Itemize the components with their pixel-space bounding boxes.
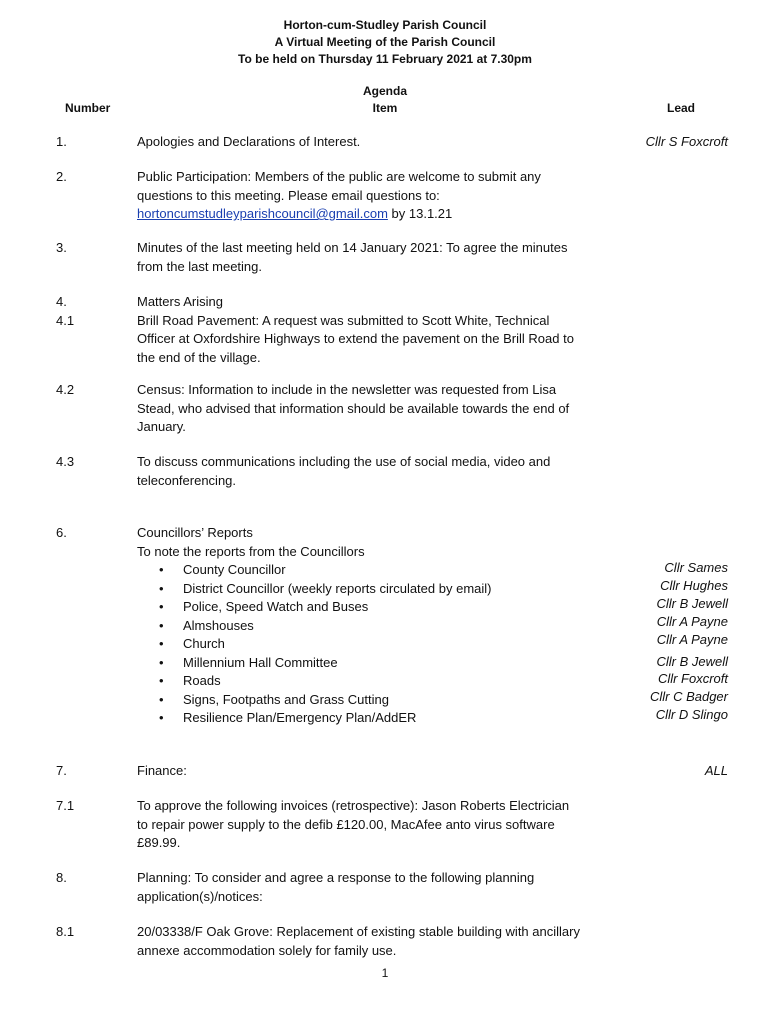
list-item: • Resilience Plan/Emergency Plan/AddER <box>159 710 417 725</box>
council-email-link[interactable]: hortoncumstudleyparishcouncil@gmail.com <box>137 206 388 221</box>
lead-name: Cllr A Payne <box>656 614 728 629</box>
list-item: • Signs, Footpaths and Grass Cutting <box>159 691 389 707</box>
item-text: To approve the following invoices (retrospective): Jason Roberts Electrician to repair power supply to the defib £120.00, MacAfee anto virus software £89.99. <box>137 798 570 850</box>
item-text: Planning: To consider and agree a response to the following planning application(s)/notices: <box>137 870 535 904</box>
lead-name: Cllr B Jewell <box>656 654 728 669</box>
item-number: 2. <box>56 169 67 184</box>
column-header-number: Number <box>65 101 111 115</box>
councillor-report-list <box>137 561 627 728</box>
item-text: Census: Information to include in the newsletter was requested from Lisa Stead, who advised that information should be available towards the end of January. <box>137 382 570 434</box>
lead-name: Cllr B Jewell <box>656 596 728 611</box>
item-number: 8.1 <box>56 924 75 939</box>
lead-name: Cllr D Slingo <box>655 707 728 722</box>
list-item: • County Councillor <box>159 562 286 577</box>
page-number: 1 <box>381 966 389 980</box>
item-number: 4.3 <box>56 454 75 469</box>
item-text: Finance: <box>137 763 187 778</box>
item-text: Councillors’ Reports To note the reports from the Councillors • County Councillor • District Councillor (weekly reports circulated by email) • Police, Speed Watch and Buses • Almshouses • Church • Millennium Hall Committee • Roads • Signs, Footpaths and Grass Cutting • Resilience Plan/Emergency Plan/AddER <box>137 524 627 728</box>
item-number: 7.1 <box>56 798 75 813</box>
meeting-date: To be held on Thursday 11 February 2021 at 7.30pm <box>238 52 532 66</box>
list-item: • Almshouses <box>159 617 254 633</box>
item-number: 4. 4.1 <box>56 294 75 328</box>
item-number: 8. <box>56 870 67 885</box>
item-text: Public Participation: Members of the public are welcome to submit any questions to this meeting. Please email questions to: hortoncumstudleyparishcouncil@gmail.com by 13.1.21 <box>137 169 541 221</box>
item-text: 20/03338/F Oak Grove: Replacement of existing stable building with ancillary annexe accommodation solely for family use. <box>137 924 580 958</box>
column-header-lead: Lead <box>666 101 695 115</box>
item-text: To discuss communications including the use of social media, video and teleconferencing. <box>137 454 551 488</box>
list-item: • Church <box>159 636 225 651</box>
lead-name: Cllr Sames <box>664 560 728 575</box>
item-text: Minutes of the last meeting held on 14 January 2021: To agree the minutes from the last meeting. <box>137 240 568 274</box>
lead-name: Cllr Hughes <box>660 578 728 593</box>
lead-name: Cllr A Payne <box>656 632 728 647</box>
list-item: • District Councillor (weekly reports circulated by email) <box>159 580 492 596</box>
list-item: • Police, Speed Watch and Buses <box>159 599 369 614</box>
list-item: • Roads <box>159 673 221 688</box>
column-header-item: Item <box>372 101 398 115</box>
item-number: 7. <box>56 763 67 778</box>
item-lead: ALL <box>704 763 728 778</box>
lead-name: Cllr Foxcroft <box>657 671 728 686</box>
item-number: 3. <box>56 240 67 255</box>
item-text: Apologies and Declarations of Interest. <box>137 134 361 149</box>
item-number: 4.2 <box>56 382 75 397</box>
lead-name: Cllr C Badger <box>649 689 728 704</box>
item-lead: Cllr S Foxcroft <box>645 134 728 149</box>
item-number: 6. <box>56 525 67 540</box>
meeting-title: A Virtual Meeting of the Parish Council <box>274 35 496 49</box>
item-text: Matters Arising Brill Road Pavement: A request was submitted to Scott White, Technical Officer at Oxfordshire Highways to extend the pavement on the Brill Road to the end of the village. <box>137 294 574 365</box>
column-header-agenda: Agenda <box>362 84 407 98</box>
list-item: • Millennium Hall Committee <box>159 654 338 670</box>
item-number: 1. <box>56 134 67 149</box>
council-title: Horton-cum-Studley Parish Council <box>283 18 487 32</box>
